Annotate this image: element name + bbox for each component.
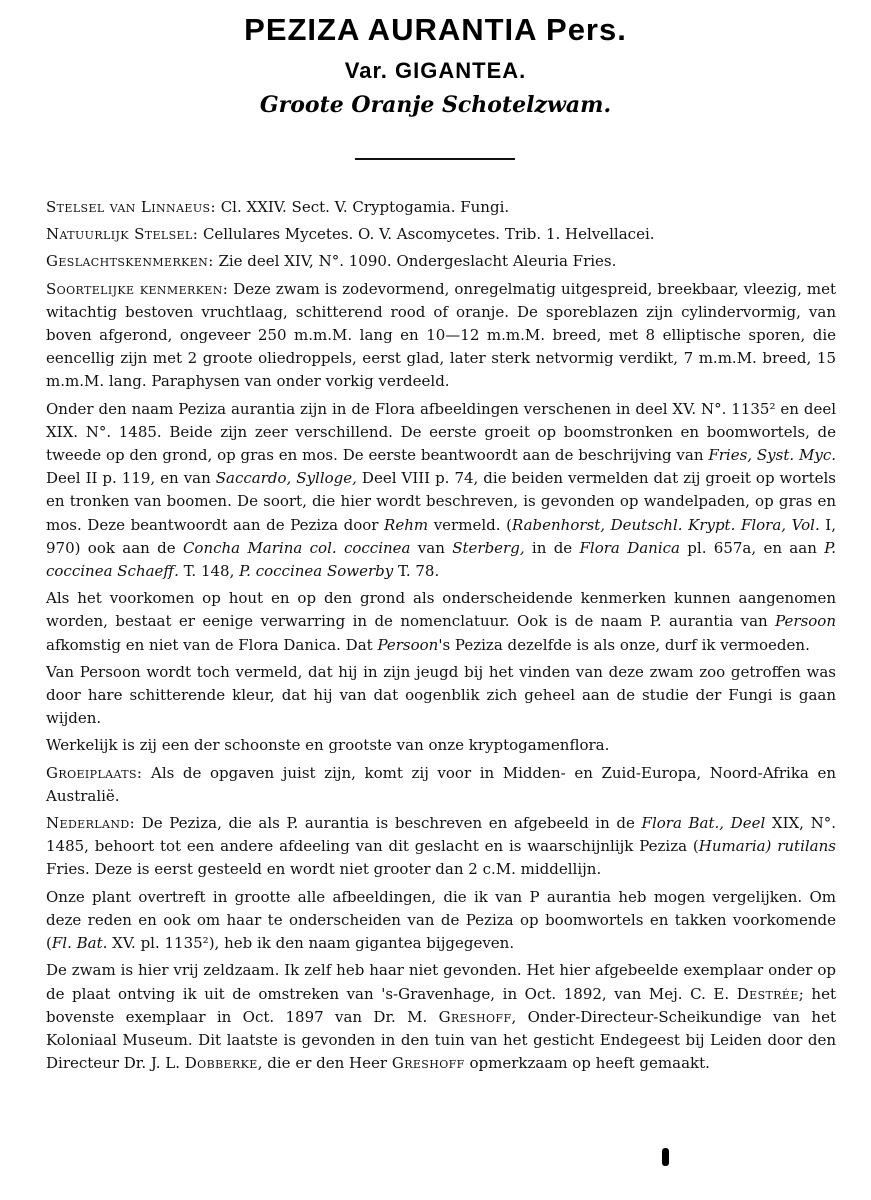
text-run: , Onder-Directeur-Scheikundige van het Koloniaal Museum. Dit laatste is gevonden in den tuin van het gesticht Endegeest bij Leiden door den Directeur Dr. J. L. (46, 1007, 836, 1073)
text-run: pl. 657a, en aan (679, 538, 825, 557)
genus-label: Geslachtskenmerken: (46, 252, 214, 271)
linnaeus-paragraph (46, 196, 836, 219)
italic-run: Persoon (377, 635, 439, 654)
nederland-paragraph (46, 812, 836, 882)
text-run: Onze plant overtreft in grootte alle afbeeldingen, die ik van P aurantia heb mogen vergelijken. Om deze reden en ook om haar te onderscheiden van de Peziza op boomwortels en takken voorkomende ( (46, 887, 836, 953)
text-run: XV. pl. 1135²), heb ik den naam gigantea bijgegeven. (107, 934, 515, 953)
species-paragraph (46, 278, 836, 394)
linnaeus-text: Cl. XXIV. Sect. V. Cryptogamia. Fungi. (220, 198, 510, 216)
groeiplaats-paragraph (46, 762, 836, 808)
italic-run: Concha Marina col. coccinea (182, 538, 411, 557)
groeiplaats-text: Als de opgaven juist zijn, komt zij voor in Midden- en Zuid-Europa, Noord-Afrika en Australië. (46, 763, 836, 805)
variety-title: Var. GIGANTEA. (344, 58, 527, 83)
italic-run: Sterberg, (452, 538, 525, 557)
name-run: Greshoff (391, 1054, 465, 1073)
groeiplaats-label: Groeiplaats: (46, 763, 143, 782)
species-title: PEZIZA AURANTIA Pers. (244, 12, 627, 47)
text-run: opmerkzaam op heeft gemaakt. (464, 1054, 710, 1073)
document-body (46, 196, 836, 1079)
text-run: De Peziza, die als P. aurantia is beschreven en afgebeeld in de (141, 814, 642, 833)
italic-run: Rehm (384, 515, 429, 534)
italic-run: P. coccinea Schaeff. (46, 538, 837, 581)
name-run: Destrée (736, 984, 799, 1003)
italic-run: Flora Danica (579, 538, 680, 557)
van-paragraph: Van Persoon wordt toch vermeld, dat hij in zijn jeugd bij het vinden van deze zwam zoo getroffen was door hare schitterende kleur, dat hij van dat oogenblik zich geheel aan de studie der Fungi is gaan wijden. (46, 662, 836, 728)
text-run: , die er den Heer (257, 1054, 392, 1073)
text-run: ; het bovenste exemplaar in Oct. 1897 van Dr. M. (46, 984, 836, 1026)
species-label: Soortelijke kenmerken: (46, 279, 229, 298)
text-run: Fries. Deze is eerst gesteeld en wordt niet grooter dan 2 c.M. middellijn. (46, 860, 602, 879)
natural-text: Cellulares Mycetes. O. V. Ascomycetes. Trib. 1. Helvellacei. (202, 225, 655, 244)
italic-run: Humaria) rutilans (698, 837, 836, 856)
werkelijk-paragraph: Werkelijk is zij een der schoonste en grootste van onze kryptogamenflora. (46, 736, 610, 755)
title-divider (355, 158, 515, 160)
italic-run: Fries, Syst. Myc. (708, 446, 836, 465)
genus-paragraph (46, 250, 836, 273)
text-run: T. 78. (393, 562, 440, 581)
text-run: Deel II p. 119, en van (46, 469, 216, 488)
text-run: in de (524, 538, 580, 557)
text-run: De zwam is hier vrij zeldzaam. Ik zelf heb haar niet gevonden. Het hier afgebeelde exemplaar onder op de plaat ontving ik uit de omstreken van 's-Gravenhage, in Oct. 1892, van Mej. C. E. (46, 961, 836, 1003)
natural-system-paragraph (46, 223, 836, 246)
italic-run: Saccardo, Sylloge, (215, 469, 357, 488)
text-run: I, 970) ook aan de (46, 515, 837, 557)
text-run: vermeld. ( (428, 515, 512, 534)
de-zwam-paragraph (46, 959, 836, 1075)
genus-text: Zie deel XIV, N°. 1090. Ondergeslacht Aleuria Fries. (218, 252, 617, 271)
nederland-label: Nederland: (46, 814, 136, 833)
text-run: van (410, 538, 453, 557)
text-run: afkomstig en niet van de Flora Danica. Dat (46, 635, 378, 654)
linnaeus-label: Stelsel van Linnaeus: (46, 198, 216, 216)
italic-run: P. coccinea Sowerby (239, 562, 394, 581)
species-text: Deze zwam is zodevormend, onregelmatig uitgespreid, breekbaar, vleezig, met witachtig bestoven vruchtlaag, schitterend rood of oranje. De sporeblazen zijn cylindervormig, van boven afgerond, ongeveer 250 m.m.M. lang en 10—12 m.m.M. breed, met 8 elliptische sporen, die eencellig zijn met 2 groote oliedroppels, eerst glad, later sterk netvormig verdikt, 7 m.m.M. breed, 15 m.m.M. lang. Paraphysen van onder vorkig verdeeld. (46, 279, 836, 391)
dutch-name-title: Groote Oranje Schotelzwam. (259, 92, 612, 118)
onder-paragraph (46, 398, 836, 584)
text-run: 's Peziza dezelfde is als onze, durf ik vermoeden. (438, 635, 810, 654)
italic-run: Rabenhorst, Deutschl. Krypt. Flora, Vol. (511, 515, 820, 534)
italic-run: Flora Bat., Deel (641, 814, 766, 833)
text-run: Deel VIII p. 74, die beiden vermelden dat zij groeit op wortels en tronken van boomen. De soort, die hier wordt beschreven, is gevonden op wandelpaden, op gras en mos. Deze beantwoordt aan de Peziza door (46, 469, 836, 534)
name-run: Dobberke (184, 1054, 258, 1073)
text-run: Als het voorkomen op hout en op den grond als onderscheidende kenmerken kunnen aangenomen worden, bestaat er eenige verwarring in de nomenclatuur. Ook is de naam P. aurantia van (46, 589, 836, 631)
onze-paragraph (46, 886, 836, 956)
als-paragraph (46, 587, 836, 657)
text-run: T. 148, (178, 562, 240, 581)
italic-run: Persoon (775, 612, 836, 631)
name-run: Greshoff (438, 1007, 512, 1026)
text-run: Onder den naam Peziza aurantia zijn in de Flora afbeeldingen verschenen in deel XV. N°. 1135² en deel XIX. N°. 1485. Beide zijn zeer verschillend. De eerste groeit op boomstronken en boomwortels, de tweede op den grond, op gras en mos. De eerste beantwoordt aan de beschrijving van (46, 399, 836, 465)
natural-label: Natuurlijk Stelsel: (46, 225, 199, 244)
text-run: XIX, N°. 1485, behoort tot een andere afdeeling van dit geslacht en is waarschijnlijk Peziza ( (46, 814, 836, 856)
ink-blot (662, 1148, 669, 1166)
italic-run: Fl. Bat. (51, 934, 108, 953)
